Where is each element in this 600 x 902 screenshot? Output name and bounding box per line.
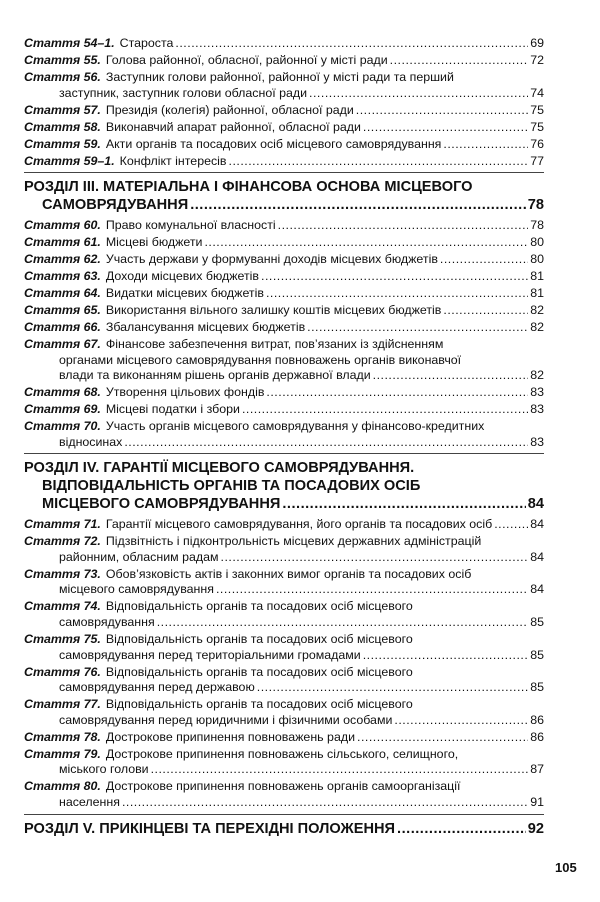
- page-ref: 84: [527, 496, 544, 513]
- dot-leader: [278, 218, 529, 234]
- toc-entry: [24, 665, 544, 696]
- article-label: Стаття 60.: [24, 218, 101, 233]
- toc-entry: [24, 402, 544, 418]
- page-ref: 77: [530, 153, 544, 168]
- page-ref: 85: [530, 680, 544, 695]
- article-label: Стаття 62.: [24, 252, 101, 267]
- toc-entry-line: [24, 599, 544, 615]
- article-title: Відповідальність органів та посадових осіб місцевого: [105, 632, 413, 647]
- article-title: Акти органів та посадових осіб місцевого самоврядування: [105, 136, 442, 151]
- article-label: Стаття 63.: [24, 269, 101, 284]
- section-title-line: [24, 196, 544, 214]
- toc-entry-line: [24, 648, 544, 664]
- toc-block-1: [24, 36, 544, 169]
- article-label: Стаття 67.: [24, 336, 101, 351]
- dot-leader: [363, 648, 528, 664]
- toc-entry-line: [24, 36, 544, 52]
- article-title: Доходи місцевих бюджетів: [105, 269, 259, 284]
- toc-entry-line: [24, 120, 544, 136]
- toc-entry-line: [24, 103, 544, 119]
- article-label: Стаття 57.: [24, 102, 101, 117]
- article-title: Участь органів місцевого самоврядування у фінансово-кредитних: [105, 419, 485, 434]
- article-title: самоврядування: [59, 615, 155, 630]
- toc-entry: [24, 517, 544, 533]
- dot-leader: [257, 680, 528, 696]
- toc-entry-line: [24, 435, 544, 451]
- article-title: органами місцевого самоврядування повноважень органів виконавчої: [59, 352, 462, 367]
- toc-entry-line: [24, 154, 544, 170]
- toc-entry: [24, 730, 544, 746]
- toc-entry-line: [24, 137, 544, 153]
- section-4-heading: [24, 459, 544, 513]
- page-ref: 84: [530, 517, 544, 532]
- article-title: Фінансове забезпечення витрат, пов’язаних із здійсненням: [105, 336, 444, 351]
- toc-entry-line: [24, 697, 544, 713]
- article-label: Стаття 70.: [24, 419, 101, 434]
- page-ref: 87: [530, 762, 544, 777]
- article-label: Стаття 79.: [24, 746, 101, 761]
- article-title: Дострокове припинення повноважень органів самоорганізації: [105, 779, 461, 794]
- dot-leader: [190, 196, 526, 214]
- article-label: Стаття 66.: [24, 320, 101, 334]
- dot-leader: [221, 550, 529, 566]
- article-label: Стаття 54–1.: [24, 36, 115, 50]
- toc-entry-line: [24, 286, 544, 302]
- page-ref: 82: [530, 368, 544, 383]
- toc-entry: [24, 599, 544, 630]
- toc-entry-line: [24, 269, 544, 285]
- article-title: Відповідальність органів та посадових осіб місцевого: [105, 599, 413, 614]
- article-label: Стаття 73.: [24, 566, 101, 581]
- page-number: 105: [555, 860, 577, 875]
- article-title: Утворення цільових фондів: [105, 385, 265, 400]
- article-label: Стаття 77.: [24, 697, 101, 712]
- article-title: заступник, заступник голови обласної ради: [59, 85, 308, 100]
- section-title: РОЗДІЛ V. ПРИКІНЦЕВІ ТА ПЕРЕХІДНІ ПОЛОЖЕННЯ: [24, 820, 396, 837]
- page-ref: 69: [530, 36, 544, 50]
- dot-leader: [357, 730, 528, 746]
- section-title-line: [24, 477, 544, 495]
- article-label: Стаття 64.: [24, 286, 101, 301]
- dot-leader: [266, 385, 528, 401]
- dot-leader: [216, 582, 528, 598]
- article-label: Стаття 75.: [24, 632, 101, 647]
- article-title: самоврядування перед державою: [59, 680, 255, 695]
- section-3-heading: [24, 178, 544, 214]
- toc-entry-line: [24, 762, 544, 778]
- dot-leader: [440, 252, 528, 268]
- section-title: МІСЦЕВОГО САМОВРЯДУВАННЯ: [42, 496, 281, 513]
- dot-leader: [307, 320, 528, 336]
- toc-entry: [24, 252, 544, 268]
- dot-leader: [282, 495, 525, 513]
- article-label: Стаття 68.: [24, 385, 101, 400]
- dot-leader: [122, 795, 528, 811]
- toc-entry-line: [24, 534, 544, 550]
- toc-entry-line: [24, 419, 544, 435]
- dot-leader: [266, 286, 528, 302]
- toc-entry-line: [24, 53, 544, 69]
- article-title: самоврядування перед юридичними і фізичними особами: [59, 712, 393, 727]
- section-5-heading: [24, 820, 544, 838]
- toc-entry-line: [24, 86, 544, 102]
- article-title: Відповідальність органів та посадових осіб місцевого: [105, 697, 413, 712]
- dot-leader: [390, 53, 529, 69]
- article-title: Місцеві бюджети: [105, 235, 203, 250]
- toc-entry: [24, 534, 544, 565]
- article-label: Стаття 72.: [24, 534, 101, 549]
- toc-entry: [24, 36, 544, 52]
- toc-entry: [24, 419, 544, 450]
- page-ref: 86: [530, 712, 544, 727]
- article-label: Стаття 55.: [24, 52, 101, 67]
- article-title: Конфлікт інтересів: [119, 153, 227, 168]
- toc-entry-line: [24, 730, 544, 746]
- article-label: Стаття 80.: [24, 779, 101, 794]
- article-label: Стаття 69.: [24, 402, 101, 417]
- section-title: РОЗДІЛ ІІІ. МАТЕРІАЛЬНА І ФІНАНСОВА ОСНОВА МІСЦЕВОГО: [24, 179, 473, 196]
- article-label: Стаття 76.: [24, 664, 101, 679]
- table-of-contents: [24, 36, 544, 842]
- page-ref: 82: [530, 320, 544, 334]
- article-title: Гарантії місцевого самоврядування, його органів та посадових осіб: [105, 517, 493, 532]
- page-ref: 83: [530, 434, 544, 449]
- dot-leader: [242, 402, 528, 418]
- toc-entry-line: [24, 368, 544, 384]
- dot-leader: [363, 120, 528, 136]
- section-title-line: [24, 178, 544, 196]
- article-title: самоврядування перед територіальними громадами: [59, 647, 361, 662]
- toc-entry: [24, 747, 544, 778]
- article-title: Обов’язковість актів і законних вимог органів та посадових осіб: [105, 566, 472, 581]
- toc-entry-line: [24, 795, 544, 811]
- toc-entry-line: [24, 353, 544, 369]
- toc-entry: [24, 632, 544, 663]
- article-label: Стаття 71.: [24, 517, 101, 532]
- toc-entry-line: [24, 567, 544, 583]
- article-title: районним, обласним радам: [59, 549, 219, 564]
- toc-entry: [24, 53, 544, 69]
- article-title: Виконавчий апарат районної, обласної ради: [105, 119, 361, 134]
- toc-entry-line: [24, 582, 544, 598]
- article-title: місцевого самоврядування: [59, 582, 214, 597]
- toc-entry-line: [24, 517, 544, 533]
- page-ref: 84: [530, 582, 544, 597]
- toc-entry: [24, 154, 544, 170]
- toc-entry: [24, 286, 544, 302]
- toc-entry-line: [24, 632, 544, 648]
- toc-entry: [24, 320, 544, 336]
- toc-entry: [24, 103, 544, 119]
- section-title-line: [24, 495, 544, 513]
- page-ref: 81: [530, 269, 544, 284]
- page-ref: 80: [530, 252, 544, 267]
- article-label: Стаття 58.: [24, 119, 101, 134]
- toc-entry: [24, 337, 544, 384]
- section-title: РОЗДІЛ IV. ГАРАНТІЇ МІСЦЕВОГО САМОВРЯДУВАННЯ.: [24, 460, 415, 477]
- page-ref: 83: [530, 402, 544, 417]
- toc-entry-line: [24, 320, 544, 336]
- toc-entry: [24, 120, 544, 136]
- page-ref: 76: [530, 136, 544, 151]
- toc-entry-line: [24, 713, 544, 729]
- article-label: Стаття 78.: [24, 729, 101, 744]
- article-title: Право комунальної власності: [105, 218, 276, 233]
- page-ref: 75: [530, 102, 544, 117]
- toc-entry-line: [24, 218, 544, 234]
- toc-block-2: [24, 218, 544, 450]
- toc-entry-line: [24, 252, 544, 268]
- page-ref: 81: [530, 286, 544, 301]
- toc-block-3: [24, 517, 544, 810]
- article-label: Стаття 59–1.: [24, 153, 115, 168]
- divider: [24, 453, 544, 454]
- article-title: влади та виконанням рішень органів державної влади: [59, 368, 371, 383]
- article-title: Місцеві податки і збори: [105, 402, 240, 417]
- article-label: Стаття 74.: [24, 599, 101, 614]
- toc-entry-line: [24, 337, 544, 353]
- page-ref: 83: [530, 385, 544, 400]
- toc-entry-line: [24, 779, 544, 795]
- article-label: Стаття 65.: [24, 303, 101, 318]
- article-title: Голова районної, обласної, районної у місті ради: [105, 52, 388, 67]
- toc-entry: [24, 137, 544, 153]
- article-title: Участь держави у формуванні доходів місцевих бюджетів: [105, 252, 438, 267]
- toc-entry: [24, 303, 544, 319]
- article-title: Відповідальність органів та посадових осіб місцевого: [105, 664, 413, 679]
- toc-entry-line: [24, 680, 544, 696]
- divider: [24, 172, 544, 173]
- toc-entry-line: [24, 385, 544, 401]
- toc-entry: [24, 567, 544, 598]
- page-ref: 84: [530, 549, 544, 564]
- dot-leader: [261, 269, 528, 285]
- article-title: Видатки місцевих бюджетів: [105, 286, 264, 301]
- toc-entry: [24, 385, 544, 401]
- toc-entry-line: [24, 665, 544, 681]
- dot-leader: [175, 36, 528, 52]
- page-ref: 74: [530, 85, 544, 100]
- dot-leader: [394, 713, 528, 729]
- page-ref: 86: [530, 729, 544, 744]
- article-title: Підзвітність і підконтрольність місцевих державних адміністрацій: [105, 534, 482, 549]
- article-title: Збалансування місцевих бюджетів: [105, 320, 306, 334]
- dot-leader: [124, 435, 528, 451]
- toc-entry-line: [24, 747, 544, 763]
- article-title: населення: [59, 794, 120, 809]
- article-title: Заступник голови районної, районної у місті ради та перший: [105, 69, 454, 84]
- dot-leader: [494, 517, 528, 533]
- divider: [24, 814, 544, 815]
- page-ref: 91: [530, 794, 544, 809]
- dot-leader: [443, 137, 528, 153]
- toc-entry: [24, 70, 544, 101]
- page-ref: 85: [530, 647, 544, 662]
- page-ref: 92: [527, 820, 544, 837]
- toc-entry-line: [24, 550, 544, 566]
- toc-entry: [24, 779, 544, 810]
- article-title: Дострокове припинення повноважень ради: [105, 729, 355, 744]
- section-title: ВІДПОВІДАЛЬНІСТЬ ОРГАНІВ ТА ПОСАДОВИХ ОСІБ: [42, 478, 421, 495]
- toc-entry: [24, 697, 544, 728]
- dot-leader: [157, 615, 529, 631]
- page-ref: 80: [530, 235, 544, 250]
- article-title: відносинах: [59, 434, 123, 449]
- dot-leader: [204, 235, 528, 251]
- article-label: Стаття 56.: [24, 69, 101, 84]
- article-title: Президія (колегія) районної, обласної ради: [105, 102, 354, 117]
- toc-entry: [24, 269, 544, 285]
- dot-leader: [443, 303, 528, 319]
- section-title-line: [24, 820, 544, 838]
- page-ref: 72: [530, 52, 544, 67]
- page-ref: 78: [527, 197, 544, 214]
- article-label: Стаття 59.: [24, 136, 101, 151]
- article-title: Дострокове припинення повноважень сільського, селищного,: [105, 746, 459, 761]
- dot-leader: [373, 368, 529, 384]
- section-title: САМОВРЯДУВАННЯ: [42, 197, 189, 214]
- dot-leader: [151, 762, 529, 778]
- page-ref: 75: [530, 119, 544, 134]
- dot-leader: [356, 103, 528, 119]
- page-ref: 85: [530, 615, 544, 630]
- article-title: Використання вільного залишку коштів місцевих бюджетів: [105, 303, 442, 318]
- toc-entry-line: [24, 235, 544, 251]
- toc-entry: [24, 235, 544, 251]
- dot-leader: [309, 86, 528, 102]
- dot-leader: [229, 154, 529, 170]
- article-title: міського голови: [59, 762, 149, 777]
- toc-entry: [24, 218, 544, 234]
- toc-entry-line: [24, 615, 544, 631]
- toc-entry-line: [24, 402, 544, 418]
- dot-leader: [397, 820, 526, 838]
- article-label: Стаття 61.: [24, 235, 101, 250]
- page-ref: 82: [530, 303, 544, 318]
- toc-entry-line: [24, 70, 544, 86]
- section-title-line: [24, 459, 544, 477]
- toc-entry-line: [24, 303, 544, 319]
- article-title: Староста: [119, 36, 174, 50]
- page-ref: 78: [530, 218, 544, 233]
